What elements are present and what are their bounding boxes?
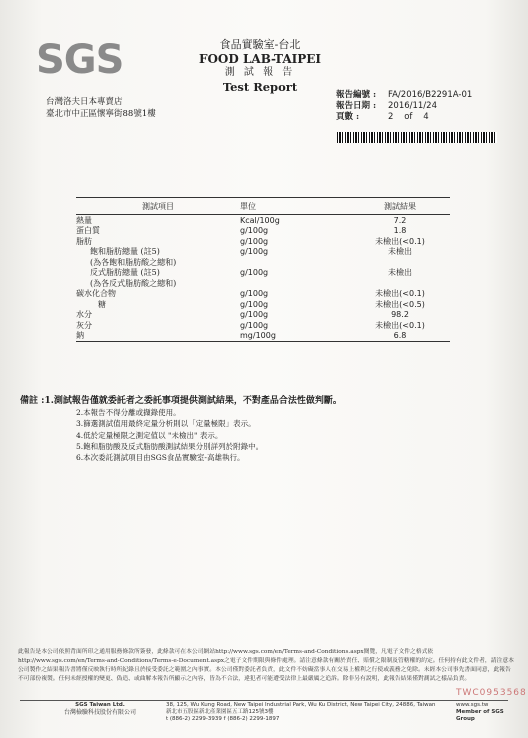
company-name-cn: 台灣檢驗科技股份有限公司 <box>63 709 136 716</box>
cell-unit: g/100g <box>240 226 269 236</box>
cell-item: 脂肪 <box>76 236 92 246</box>
cell-item: 糖 <box>98 299 106 309</box>
cell-unit: g/100g <box>240 236 269 246</box>
table-row <box>76 310 450 321</box>
cell-result: 未檢出(<0.1) <box>375 289 425 299</box>
table-row <box>76 215 450 226</box>
table-row <box>76 257 450 268</box>
table-row <box>76 226 450 237</box>
note-item <box>20 396 342 407</box>
phone-fax <box>166 716 466 723</box>
report-number-label: 報告編號 : <box>336 90 377 100</box>
header-unit: 單位 <box>240 201 256 211</box>
serial-number: TWC0953568 <box>456 688 527 698</box>
footer-address <box>166 702 466 723</box>
table-row <box>76 299 450 310</box>
notes-label: 備註 : <box>20 396 45 406</box>
company-name-en: SGS Taiwan Ltd. <box>75 702 125 708</box>
cell-item: (為各反式脂肪酸之總和) <box>90 278 177 288</box>
cell-unit: g/100g <box>240 310 269 320</box>
footer-web <box>456 702 516 723</box>
lab-name-en: FOOD LAB-TAIPEI <box>198 52 322 66</box>
report-title-cn: 測 試 報 告 <box>224 67 296 78</box>
cell-item: 蛋白質 <box>76 226 100 236</box>
sgs-logo-text: SGS <box>36 37 124 83</box>
fax: f (886-2) 2299-1897 <box>223 716 280 722</box>
cell-unit: g/100g <box>240 289 269 299</box>
client-block <box>46 96 156 120</box>
note-item: 6.本次委託測試項目由SGS食品實驗室-高雄執行。 <box>76 453 245 463</box>
phone: t (886-2) 2299-3939 <box>166 716 222 722</box>
cell-unit: g/100g <box>240 299 269 309</box>
group-member: Member of SGS Group <box>456 709 504 722</box>
cell-unit: g/100g <box>240 320 269 330</box>
report-date-value: 2016/11/24 <box>388 101 437 111</box>
page-count-row <box>336 112 472 123</box>
cell-result: 未檢出 <box>388 268 412 278</box>
lab-name-cn: 食品實驗室-台北 <box>219 38 301 51</box>
table-header <box>76 198 450 214</box>
report-header <box>180 38 340 94</box>
client-name: 台灣洛夫日本專賣店 <box>46 97 123 107</box>
cell-result: 未檢出 <box>388 247 412 257</box>
report-date-label: 報告日期 : <box>336 101 377 111</box>
note-item: 5.飽和脂肪酸及反式脂肪酸測試結果分別詳列於附錄中。 <box>76 441 264 451</box>
note-item: 2.本報告不得分離或擷錄使用。 <box>76 408 181 418</box>
cell-result: 1.8 <box>393 226 407 236</box>
cell-unit: g/100g <box>240 268 269 278</box>
cell-item: 飽和脂肪總量 (註5) <box>90 247 160 257</box>
footer-company <box>40 702 160 716</box>
client-address: 臺北市中正區懷寧街88號1樓 <box>46 109 156 119</box>
cell-result: 未檢出(<0.5) <box>375 299 425 309</box>
barcode <box>337 132 497 143</box>
note-item: 3.篩選測試值用最終定量分析則以「定量極限」表示。 <box>76 419 256 429</box>
table-row <box>76 289 450 300</box>
report-number-row <box>336 90 472 101</box>
page-count-value: 2 of 4 <box>388 112 429 122</box>
cell-result: 6.8 <box>393 331 407 341</box>
table-row <box>76 247 450 258</box>
report-title-en: Test Report <box>222 80 298 94</box>
report-meta <box>336 90 472 123</box>
note-text: 1.測試報告僅就委託者之委託事項提供測試結果，不對產品合法性做判斷。 <box>44 396 342 406</box>
table-row <box>76 331 450 342</box>
results-table <box>76 197 450 342</box>
website-link[interactable]: www.sgs.tw <box>456 702 489 708</box>
table-row <box>76 278 450 289</box>
cell-item: 碳水化合物 <box>76 289 116 299</box>
cell-result: 未檢出(<0.1) <box>375 320 425 330</box>
cell-item: 水分 <box>76 310 92 320</box>
cell-unit: mg/100g <box>240 331 276 341</box>
notes-block <box>20 396 342 463</box>
table-row <box>76 236 450 247</box>
report-number-value: FA/2016/B2291A-01 <box>388 90 473 100</box>
cell-unit: Kcal/100g <box>240 215 280 225</box>
cell-result: 98.2 <box>391 310 409 320</box>
table-row <box>76 320 450 331</box>
address-cn: 新北市五股區新北產業園區五工路125號3樓 <box>166 709 274 715</box>
cell-item: 反式脂肪總量 (註5) <box>90 268 160 278</box>
footer-rule <box>20 700 508 701</box>
table-body <box>76 215 450 341</box>
disclaimer-text: 此報告是本公司依照背面所印之通用服務條款所簽發，此條款可在本公司網站http://www.sgs.com/en/Terms-and-Conditions.aspx閱覽，凡電子文件之格式依http://www.sgs.com/en/Terms-and-Conditions/Terms-e-Document.aspx之電子文件期限與條件處理。請注意條款有關於責任、賠償之限制及管轄權的約定。任何持有此文件者，請注意本公司製作之結果報告書將僅反映執行時所紀錄且於接受委託之範圍之內事實。本公司僅對委託者負責，此文件不妨礙當事人在交易上權利之行使或義務之免除。未經本公司事先書面同意，此報告不可部份複製。任何未經授權的變更、偽造、或曲解本報告所顯示之內容，皆為不合法，違犯者可能遭受法律上最嚴厲之追訴。除非另有說明，此報告結果僅對測試之樣品負責。 <box>18 649 514 682</box>
cell-item: 灰分 <box>76 320 92 330</box>
address-en: 38, 125, Wu Kung Road, New Taipei Industrial Park, Wu Ku District, New Taipei City, 24886, Taiwan <box>166 702 436 708</box>
cell-result: 7.2 <box>393 215 407 225</box>
cell-item: (為各飽和脂肪酸之總和) <box>90 257 177 267</box>
cell-unit: g/100g <box>240 247 269 257</box>
cell-item: 鈉 <box>76 331 84 341</box>
header-result: 測試結果 <box>384 201 416 211</box>
report-date-row <box>336 101 472 112</box>
header-item: 測試項目 <box>142 201 174 211</box>
sgs-logo <box>36 37 124 83</box>
note-item: 4.低於定量極限之測定值以 "未檢出" 表示。 <box>76 430 223 440</box>
table-row <box>76 268 450 279</box>
cell-item: 熱量 <box>76 215 92 225</box>
cell-result: 未檢出(<0.1) <box>375 236 425 246</box>
page-count-label: 頁數 : <box>336 112 360 122</box>
